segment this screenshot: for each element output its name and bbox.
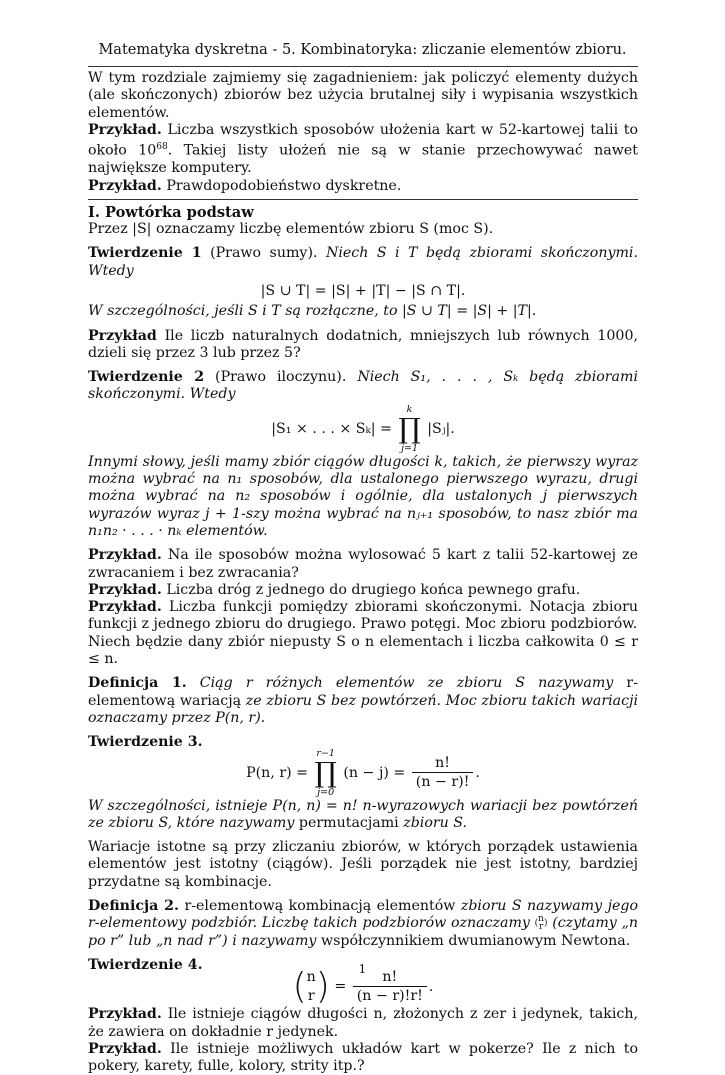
definition-text-b: ze zbioru S bez powtórzeń. Moc zbioru takich wariacji oznaczamy przez P(n, r). (88, 692, 638, 726)
fraction (412, 754, 474, 792)
definition-label: Definicja 2. (88, 898, 179, 915)
example-text-b: . Takiej listy ułożeń nie są w stanie przechowywać nawet największe komputery. (88, 142, 638, 177)
sum-rule-formula: |S ∪ T| = |S| + |T| − |S ∩ T|. (260, 283, 466, 299)
theorem-statement: Niech S₁, . . . , Sₖ będą zbiorami skończonymi. Wtedy (88, 369, 639, 403)
cardinality-notation: Przez |S| oznaczamy liczbę elementów zbioru S (moc S). (88, 221, 494, 238)
sum-rule-special-case: W szczególności, jeśli S i T są rozłączne, to |S ∪ T| = |S| + |T|. (88, 303, 537, 320)
example-label: Przykład. (88, 121, 162, 138)
binomial-top: n (306, 969, 316, 986)
product-lower-limit: j=0 (317, 786, 335, 798)
inline-binomial: ( n r ) (534, 914, 548, 933)
product-rule-explanation: Innymi słowy, jeśli mamy zbiór ciągów długości k, takich, że pierwszy wyraz można wybrać na n₁ sposobów, dla ustalonego pierwszego wyrazu, drugi można wybrać na n₂ sposobów i ogólnie, dla ustalonych j pierwszych wyrazów wyraz j + 1-szy można wybrać na nⱼ₊₁ sposobów, to nasz zbiór ma n₁n₂ · . . . · nₖ elementów. (88, 453, 638, 539)
definition-term: współczynnikiem dwumianowym Newtona (320, 932, 626, 949)
theorem-statement: Niech S i T będą zbiorami skończonymi. Wtedy (88, 245, 638, 279)
definition-2: Definicja 2. r-elementową kombinacją elementów zbioru S nazywamy jego r-elementowy podzbiór. Liczbę takich podzbiorów oznaczamy ( n r ) (czytamy „n po r” lub „n nad r”) i nazywamy współczynnikiem dwumianowym Newtona. (88, 898, 639, 949)
theorem-label: Twierdzenie 2 (88, 369, 205, 386)
theorem-label: Twierdzenie 3. (88, 734, 203, 751)
product-rule-formula (88, 404, 638, 454)
example-text: Liczba funkcji pomiędzy zbiorami skończonymi. Notacja zbioru funkcji z jednego zbioru do drugiego. Prawo potęgi. Moc zbioru podzbiorów. (88, 599, 638, 633)
permutations-text-b: zbioru S. (403, 814, 468, 831)
permutations-note (88, 798, 638, 833)
fraction-denominator: (n − r)! (415, 773, 470, 790)
theorem-name: (Prawo sumy). (210, 245, 318, 262)
example-functions (88, 599, 638, 634)
definition-text-a: zbioru S nazywamy jego r-elementowy podzbiór. Liczbę takich podzbiorów oznaczamy (88, 898, 639, 932)
intro-paragraph: W tym rozdziale zajmiemy się zagadnieniem: jak policzyć elementy dużych (ale skończonych) zbiorów bez użycia brutalnej siły i wypisania wszystkich elementów. (88, 70, 638, 121)
example-cards-paragraph (88, 122, 638, 178)
binomial: ( n r ) (292, 966, 330, 1008)
permutations-term: permutacjami (298, 814, 399, 831)
page-number: 1 (358, 962, 367, 976)
variation-formula: P(n, r) = r−1 ∏ j=0 (n − j) = $\frac{n!}{(n - r)!}$ . (246, 747, 480, 798)
header-rule (88, 66, 638, 67)
example-poker (88, 1041, 638, 1075)
product-operator: r−1 ∏ j=0 (314, 747, 337, 798)
fraction-numerator: n! (412, 754, 474, 773)
example-graph-paths (88, 582, 638, 599)
example-text: Prawdopodobieństwo dyskretne. (166, 177, 402, 194)
definition-text-a: Ciąg r różnych elementów ze zbioru S nazywamy (199, 675, 614, 692)
section-rule (88, 199, 638, 200)
example-text-a: Liczba wszystkich sposobów ułożenia kart w 52-kartowej talii to około 10 (88, 121, 638, 159)
variations-remark: Wariacje istotne są przy zliczaniu zbiorów, w których porządek ustawienia elementów jest istotny (ciągów). Jeśli porządek nie jest istotny, bardziej przydatne są kombinacje. (88, 839, 638, 890)
theorem-label: Twierdzenie 1 (88, 245, 202, 262)
variation-lhs: P(n, r) = (246, 764, 309, 781)
binomial-bottom: r (307, 988, 315, 1005)
document-body (88, 70, 638, 1075)
section-title: I. Powtórka podstaw (88, 203, 254, 221)
theorem-name: (Prawo iloczynu). (215, 369, 347, 386)
example-text: Ile istnieje ciągów długości n, złożonych z zer i jedynek, takich, że zawiera on dokładnie r jedynek. (88, 1006, 638, 1040)
definition-term: r-elementową wariacją (88, 675, 638, 709)
permutations-text-a: W szczególności, istnieje P(n, n) = n! n-wyrazowych wariacji bez powtórzeń ze zbioru S, które nazywamy (88, 797, 638, 831)
example-label: Przykład. (88, 1006, 162, 1023)
theorem-label: Twierdzenie 4. (88, 956, 203, 973)
product-lhs: |S₁ × . . . × Sₖ| = (271, 420, 392, 437)
theorem-2 (88, 369, 638, 404)
exponent: 68 (156, 142, 168, 153)
example-label: Przykład. (88, 581, 162, 598)
example-probability-paragraph (88, 178, 638, 195)
example-text: Ile liczb naturalnych dodatnich, mniejszych lub równych 1000, dzieli się przez 3 lub przez 5? (88, 327, 638, 361)
binomial-top: n (538, 914, 544, 925)
definition-1 (88, 675, 638, 727)
example-text: Na ile sposobów można wylosować 5 kart z talii 52-kartowej ze zwracaniem i bez zwracania? (88, 547, 638, 581)
product-rhs: |Sⱼ|. (427, 420, 455, 437)
example-text: Liczba dróg z jednego do drugiego końca pewnego grafu. (166, 581, 581, 598)
binomial-bottom: r (538, 922, 544, 933)
variation-mid: (n − j) = (343, 764, 406, 781)
fraction-denominator: (n − r)!r! (356, 988, 423, 1005)
set-assumption: Niech będzie dany zbiór niepusty S o n elementach i liczba całkowita 0 ≤ r ≤ n. (88, 633, 638, 668)
product-upper-limit: k (406, 403, 413, 415)
example-label: Przykład. (88, 547, 162, 564)
example-label: Przykład (88, 327, 157, 344)
product-lower-limit: j=1 (401, 442, 419, 454)
example-label: Przykład. (88, 599, 162, 616)
example-divisibility (88, 328, 638, 363)
product-operator: k ∏ j=1 (398, 403, 421, 454)
fraction-numerator: n! (353, 968, 427, 987)
binomial-formula: ( n r ) = $\frac{n!}{(n - r)!r!}$ . (292, 966, 434, 1008)
example-label: Przykład. (88, 177, 162, 194)
example-label: Przykład. (88, 1040, 162, 1057)
running-header: Matematyka dyskretna - 5. Kombinatoryka: zliczanie elementów zbioru. (98, 42, 627, 58)
definition-label: Definicja 1. (88, 675, 187, 692)
product-upper-limit: r−1 (316, 747, 335, 759)
example-text: Ile istnieje możliwych układów kart w pokerze? Ile z nich to pokery, karety, fulle, kolory, strity itp.? (88, 1040, 638, 1075)
theorem-1 (88, 245, 638, 280)
definition-term: r-elementową kombinacją elementów (184, 898, 456, 915)
example-card-draw (88, 547, 638, 582)
definition-text-b: (czytamy „n po r” lub „n nad r”) i nazywamy (88, 915, 639, 949)
